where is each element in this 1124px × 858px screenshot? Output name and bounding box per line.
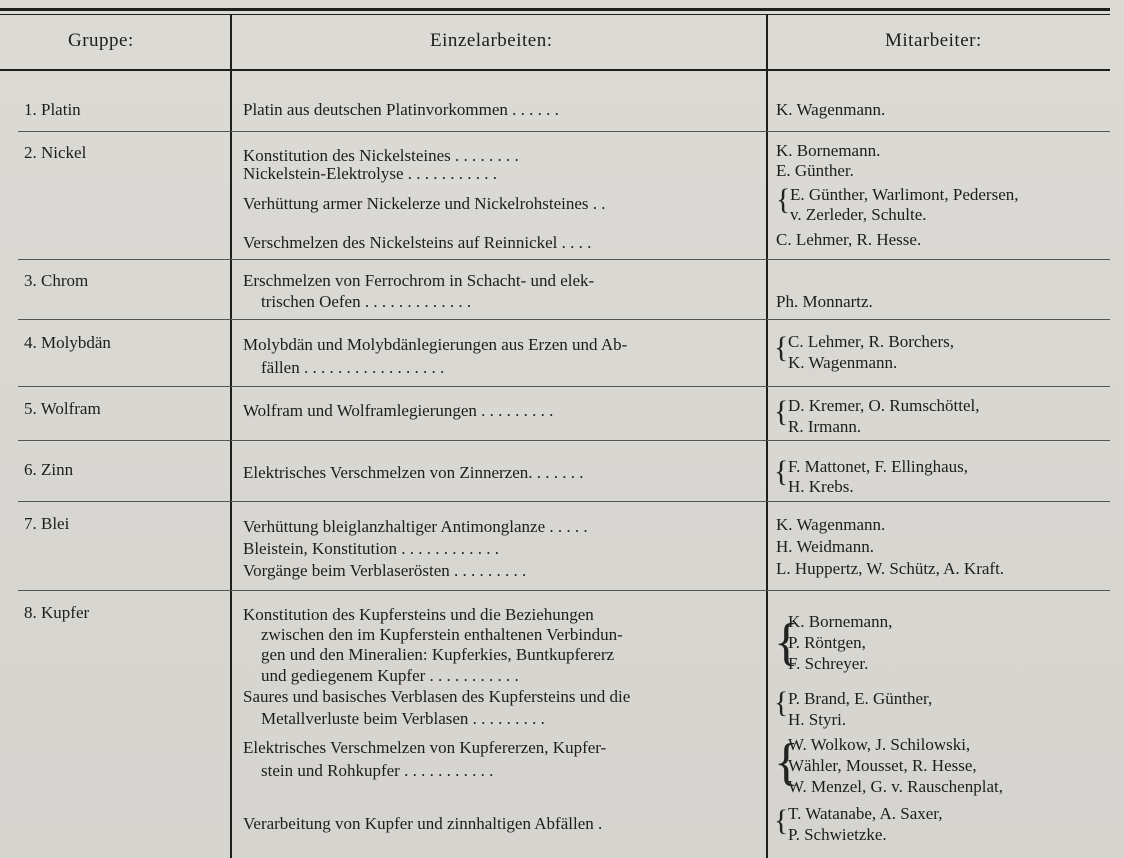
staff-line: Wähler, Mousset, R. Hesse, (788, 756, 977, 775)
staff-line: C. Lehmer, R. Hesse. (776, 230, 922, 249)
staff-line: T. Watanabe, A. Saxer, (788, 804, 943, 823)
work-line: Konstitution des Kupfersteins und die Beziehungen (243, 605, 594, 624)
work-line: Verhüttung armer Nickelerze und Nickelrohsteines . . (243, 194, 606, 213)
work-line: Elektrisches Verschmelzen von Kupfererzen, Kupfer- (243, 738, 607, 757)
staff-line: H. Styri. (788, 710, 847, 729)
work-line: Wolfram und Wolframlegierungen . . . . . . . . . (243, 401, 554, 420)
column-divider-2 (766, 14, 768, 858)
staff-line: P. Brand, E. Günther, (788, 689, 933, 708)
group-label: 7. Blei (24, 514, 70, 533)
work-line: Verschmelzen des Nickelsteins auf Reinnickel . . . . (243, 233, 592, 252)
group-label: 6. Zinn (24, 460, 74, 479)
work-line: Bleistein, Konstitution . . . . . . . . . . . . (243, 539, 499, 558)
staff-line: D. Kremer, O. Rumschöttel, (788, 396, 980, 415)
work-line: Verhüttung bleiglanzhaltiger Antimonglanze . . . . . (243, 517, 588, 536)
row-separator (18, 440, 1110, 441)
staff-line: K. Bornemann, (788, 612, 893, 631)
row-separator (18, 259, 1110, 260)
work-line: fällen . . . . . . . . . . . . . . . . . (261, 358, 445, 377)
work-line: Platin aus deutschen Platinvorkommen . . . . . . (243, 100, 559, 119)
header-rule (0, 69, 1110, 71)
staff-line: R. Irmann. (788, 417, 862, 436)
work-line: Metallverluste beim Verblasen . . . . . . . . . (261, 709, 545, 728)
brace-icon: { (774, 614, 799, 671)
staff-line: v. Zerleder, Schulte. (790, 205, 927, 224)
staff-line: W. Menzel, G. v. Rauschenplat, (788, 777, 1003, 796)
work-line: Konstitution des Nickelsteines . . . . . . . . (243, 146, 519, 165)
work-line: zwischen den im Kupferstein enthaltenen Verbindun- (261, 625, 623, 644)
work-line: gen und den Mineralien: Kupferkies, Buntkupfererz (261, 645, 615, 664)
work-line: Saures und basisches Verblasen des Kupfersteins und die (243, 687, 631, 706)
top-rule-thin (0, 14, 1110, 15)
work-line: Erschmelzen von Ferrochrom in Schacht- und elek- (243, 271, 595, 290)
staff-line: W. Wolkow, J. Schilowski, (788, 735, 971, 754)
work-line: Verarbeitung von Kupfer und zinnhaltigen Abfällen . (243, 814, 603, 833)
group-label: 8. Kupfer (24, 603, 90, 622)
header-staff: Mitarbeiter: (885, 30, 982, 51)
staff-line: F. Mattonet, F. Ellinghaus, (788, 457, 969, 476)
work-line: stein und Rohkupfer . . . . . . . . . . . (261, 761, 494, 780)
group-label: 1. Platin (24, 100, 81, 119)
work-line: trischen Oefen . . . . . . . . . . . . . (261, 292, 472, 311)
top-rule-thick (0, 8, 1110, 11)
staff-line: F. Schreyer. (788, 654, 869, 673)
staff-line: H. Weidmann. (776, 537, 874, 556)
work-line: Elektrisches Verschmelzen von Zinnerzen. . . . . . . (243, 463, 584, 482)
staff-line: H. Krebs. (788, 477, 854, 496)
work-line: Vorgänge beim Verblaserösten . . . . . . . . . (243, 561, 527, 580)
work-line: und gediegenem Kupfer . . . . . . . . . . . (261, 666, 519, 685)
brace-icon: { (774, 686, 789, 719)
group-label: 3. Chrom (24, 271, 89, 290)
header-group: Gruppe: (68, 30, 134, 51)
row-separator (18, 131, 1110, 132)
staff-line: P. Schwietzke. (788, 825, 887, 844)
staff-line: E. Günther, Warlimont, Pedersen, (790, 185, 1019, 204)
row-separator (18, 501, 1110, 502)
group-label: 4. Molybdän (24, 333, 111, 352)
staff-line: L. Huppertz, W. Schütz, A. Kraft. (776, 559, 1005, 578)
staff-line: P. Röntgen, (788, 633, 866, 652)
staff-line: K. Wagenmann. (776, 515, 886, 534)
brace-icon: { (774, 804, 789, 837)
work-line: Molybdän und Molybdänlegierungen aus Erzen und Ab- (243, 335, 628, 354)
group-label: 5. Wolfram (24, 399, 101, 418)
brace-icon: { (774, 331, 789, 364)
staff-line: K. Wagenmann. (776, 100, 886, 119)
staff-line: K. Bornemann. (776, 141, 881, 160)
column-divider-1 (230, 14, 232, 858)
brace-icon: { (774, 395, 789, 428)
staff-line: Ph. Monnartz. (776, 292, 873, 311)
row-separator (18, 319, 1110, 320)
work-line: Nickelstein-Elektrolyse . . . . . . . . . . . (243, 164, 498, 183)
staff-line: E. Günther. (776, 161, 854, 180)
row-separator (18, 386, 1110, 387)
row-separator (18, 590, 1110, 591)
group-label: 2. Nickel (24, 143, 87, 162)
brace-icon: { (774, 455, 789, 488)
staff-line: C. Lehmer, R. Borchers, (788, 332, 954, 351)
staff-line: K. Wagenmann. (788, 353, 898, 372)
brace-icon: { (774, 734, 799, 791)
header-work: Einzelarbeiten: (430, 30, 553, 51)
brace-icon: { (776, 183, 791, 216)
